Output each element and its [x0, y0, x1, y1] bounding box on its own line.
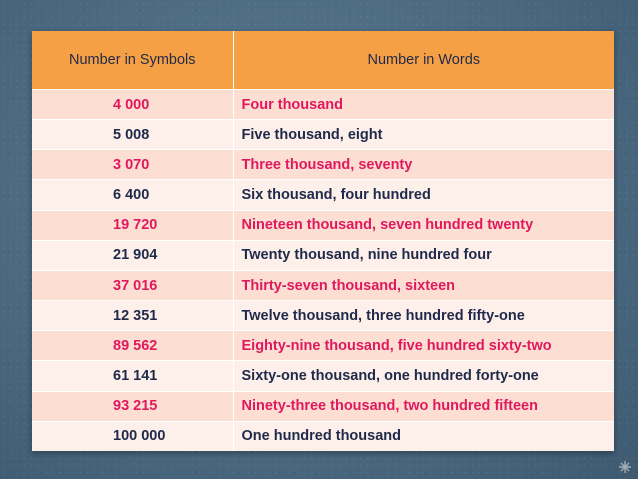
- table-row: [32, 120, 614, 150]
- cell-symbols: 3 070: [32, 150, 233, 180]
- cell-words: Twelve thousand, three hundred fifty-one: [233, 301, 614, 331]
- cell-symbols: 89 562: [32, 331, 233, 361]
- table-row: [32, 301, 614, 331]
- cell-symbols: 21 904: [32, 240, 233, 270]
- column-header-words: Number in Words: [233, 31, 614, 90]
- cell-symbols: 19 720: [32, 210, 233, 240]
- table-header-row: [32, 31, 614, 90]
- cell-symbols: 6 400: [32, 180, 233, 210]
- cell-symbols: 37 016: [32, 270, 233, 300]
- number-table: [32, 31, 614, 451]
- table-row: [32, 240, 614, 270]
- cell-words: Six thousand, four hundred: [233, 180, 614, 210]
- cell-symbols: 93 215: [32, 391, 233, 421]
- table-row: [32, 331, 614, 361]
- table-row: [32, 361, 614, 391]
- cell-words: Ninety-three thousand, two hundred fifteen: [233, 391, 614, 421]
- table-row: [32, 391, 614, 421]
- table-row: [32, 270, 614, 300]
- cell-words: Thirty-seven thousand, sixteen: [233, 270, 614, 300]
- pin-icon: [618, 460, 632, 474]
- number-table-container: [32, 31, 614, 451]
- cell-symbols: 100 000: [32, 421, 233, 451]
- cell-words: Nineteen thousand, seven hundred twenty: [233, 210, 614, 240]
- table-row: [32, 90, 614, 120]
- table-row: [32, 421, 614, 451]
- cell-words: Four thousand: [233, 90, 614, 120]
- cell-words: Five thousand, eight: [233, 120, 614, 150]
- cell-words: Sixty-one thousand, one hundred forty-one: [233, 361, 614, 391]
- column-header-symbols: Number in Symbols: [32, 31, 233, 90]
- table-row: [32, 180, 614, 210]
- cell-words: Three thousand, seventy: [233, 150, 614, 180]
- cell-symbols: 5 008: [32, 120, 233, 150]
- cell-symbols: 61 141: [32, 361, 233, 391]
- table-row: [32, 210, 614, 240]
- cell-words: Twenty thousand, nine hundred four: [233, 240, 614, 270]
- cell-symbols: 12 351: [32, 301, 233, 331]
- cell-words: Eighty-nine thousand, five hundred sixty-two: [233, 331, 614, 361]
- cell-words: One hundred thousand: [233, 421, 614, 451]
- cell-symbols: 4 000: [32, 90, 233, 120]
- table-row: [32, 150, 614, 180]
